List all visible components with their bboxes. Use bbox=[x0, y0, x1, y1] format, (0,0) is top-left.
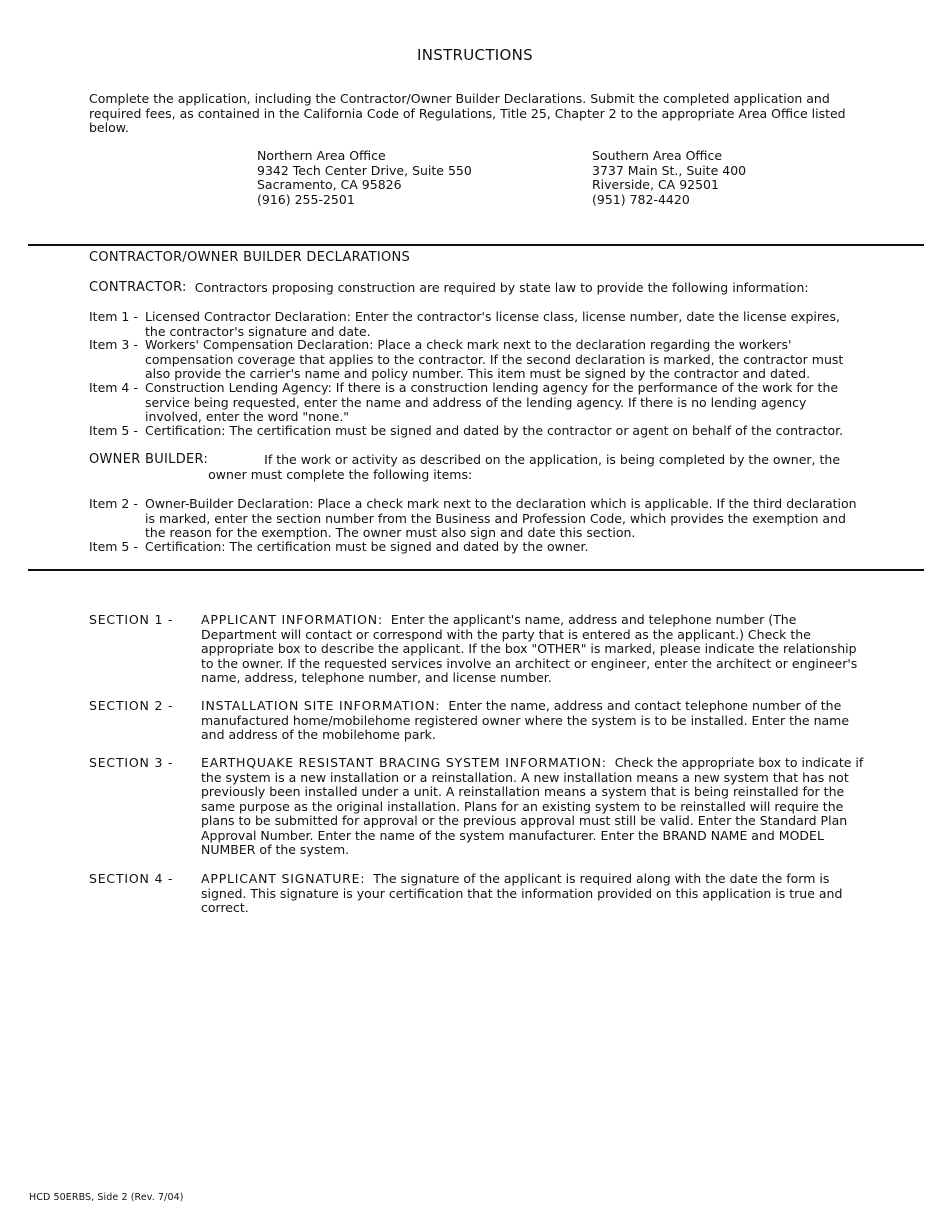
southern-office-address bbox=[592, 149, 746, 207]
contractor-label: CONTRACTOR: bbox=[89, 280, 187, 295]
section-label: SECTION 1 - bbox=[89, 612, 174, 627]
section-title: INSTALLATION SITE INFORMATION: bbox=[201, 698, 441, 713]
section-label: SECTION 3 - bbox=[89, 755, 174, 770]
item-label: Item 5 - bbox=[89, 423, 138, 438]
office-street: 9342 Tech Center Drive, Suite 550 bbox=[257, 162, 472, 178]
section-text: Enter the applicant's name, address and telephone number (The Department will contact or correspond with the party that is entered as the applicant.) Check the appropriate box to describe the applicant. If the box "OTHER" is marked, please indicate the relationship to the owner. If the requested services involve an architect or engineer, enter the architect or engineer's name, address, telephone number, and license number. bbox=[201, 612, 858, 685]
owner-builder-label: OWNER BUILDER: bbox=[89, 452, 209, 467]
section-text: Check the appropriate box to indicate if the system is a new installation or a reinstallation. A new installation means a new system that has not previously been installed under a unit. A reinstallation means a system that is being reinstalled for the same purpose as the original installation. Plans for an existing system to be reinstalled will require the plans to be submitted for approval or the previous approval must still be valid. Enter the Standard Plan Approval Number. Enter the name of the system manufacturer. Enter the BRAND NAME and MODEL NUMBER of the system. bbox=[201, 755, 864, 857]
item-label: Item 5 - bbox=[89, 539, 138, 554]
section-body bbox=[201, 613, 864, 686]
item-text: Owner-Builder Declaration: Place a check mark next to the declaration which is applicable. If the third declaration is marked, enter the section number from the Business and Profession Code, which provides the exemption and the reason for the exemption. The owner must also sign and date this section. bbox=[145, 496, 857, 540]
owner-builder-item bbox=[89, 540, 864, 555]
office-city: Riverside, CA 92501 bbox=[592, 177, 719, 192]
office-city: Sacramento, CA 95826 bbox=[257, 177, 402, 192]
item-label: Item 1 - bbox=[89, 309, 138, 324]
contractor-item bbox=[89, 338, 864, 382]
divider-bottom bbox=[28, 569, 924, 571]
office-street: 3737 Main St., Suite 400 bbox=[592, 162, 747, 178]
office-phone: (916) 255-2501 bbox=[257, 191, 355, 207]
section-3 bbox=[89, 756, 864, 858]
item-label: Item 4 - bbox=[89, 380, 138, 395]
section-body bbox=[201, 872, 864, 916]
section-title: APPLICANT SIGNATURE: bbox=[201, 871, 366, 886]
divider-top bbox=[28, 244, 924, 246]
office-name: Northern Area Office bbox=[257, 148, 386, 163]
form-footer: HCD 50ERBS, Side 2 (Rev. 7/04) bbox=[29, 1192, 184, 1203]
contractor-intro bbox=[89, 281, 864, 296]
owner-builder-item bbox=[89, 497, 864, 541]
office-phone: (951) 782-4420 bbox=[592, 191, 690, 207]
section-4 bbox=[89, 872, 864, 916]
section-text: Enter the name, address and contact telephone number of the manufactured home/mobilehome registered owner where the system is to be installed. Enter the name and address of the mobilehome park. bbox=[201, 698, 850, 742]
section-title: EARTHQUAKE RESISTANT BRACING SYSTEM INFORMATION: bbox=[201, 755, 607, 770]
contractor-item bbox=[89, 381, 864, 425]
section-label: SECTION 4 - bbox=[89, 871, 174, 886]
item-text: Certification: The certification must be signed and dated by the contractor or agent on behalf of the contractor. bbox=[145, 423, 844, 438]
item-label: Item 2 - bbox=[89, 496, 138, 511]
item-text: Construction Lending Agency: If there is a construction lending agency for the performance of the work for the service being requested, enter the name and address of the lending agency. If there is no lending agency involved, enter the word "none." bbox=[145, 380, 839, 424]
section-body bbox=[201, 756, 864, 858]
office-name: Southern Area Office bbox=[592, 148, 723, 163]
northern-office-address bbox=[257, 149, 472, 207]
contractor-text: Contractors proposing construction are required by state law to provide the following information: bbox=[194, 280, 809, 295]
owner-builder-intro bbox=[89, 453, 864, 482]
item-text: Certification: The certification must be signed and dated by the owner. bbox=[145, 539, 589, 554]
item-text: Licensed Contractor Declaration: Enter the contractor's license class, license number, date the license expires, the contractor's signature and date. bbox=[145, 309, 840, 339]
section-body bbox=[201, 699, 864, 743]
section-label: SECTION 2 - bbox=[89, 698, 174, 713]
owner-builder-text: If the work or activity as described on the application, is being completed by the owner, the owner must complete the following items: bbox=[208, 452, 841, 482]
intro-paragraph: Complete the application, including the Contractor/Owner Builder Declarations. Submit the completed application and required fees, as contained in the California Code of Regulations, Title 25, Chapter 2 to the appropriate Area Office listed below. bbox=[89, 91, 846, 135]
declarations-heading: CONTRACTOR/OWNER BUILDER DECLARATIONS bbox=[89, 250, 411, 265]
section-title: APPLICANT INFORMATION: bbox=[201, 612, 383, 627]
contractor-item bbox=[89, 424, 864, 439]
page-title: INSTRUCTIONS bbox=[417, 46, 533, 64]
section-text: The signature of the applicant is required along with the date the form is signed. This signature is your certification that the information provided on this application is true and correct. bbox=[201, 871, 843, 915]
section-2 bbox=[89, 699, 864, 743]
contractor-item bbox=[89, 310, 864, 339]
section-1 bbox=[89, 613, 864, 686]
item-label: Item 3 - bbox=[89, 337, 138, 352]
item-text: Workers' Compensation Declaration: Place a check mark next to the declaration regarding the workers' compensation coverage that applies to the contractor. If the second declaration is marked, the contractor must also provide the carrier's name and policy number. This item must be signed by the contractor and dated. bbox=[145, 337, 844, 381]
